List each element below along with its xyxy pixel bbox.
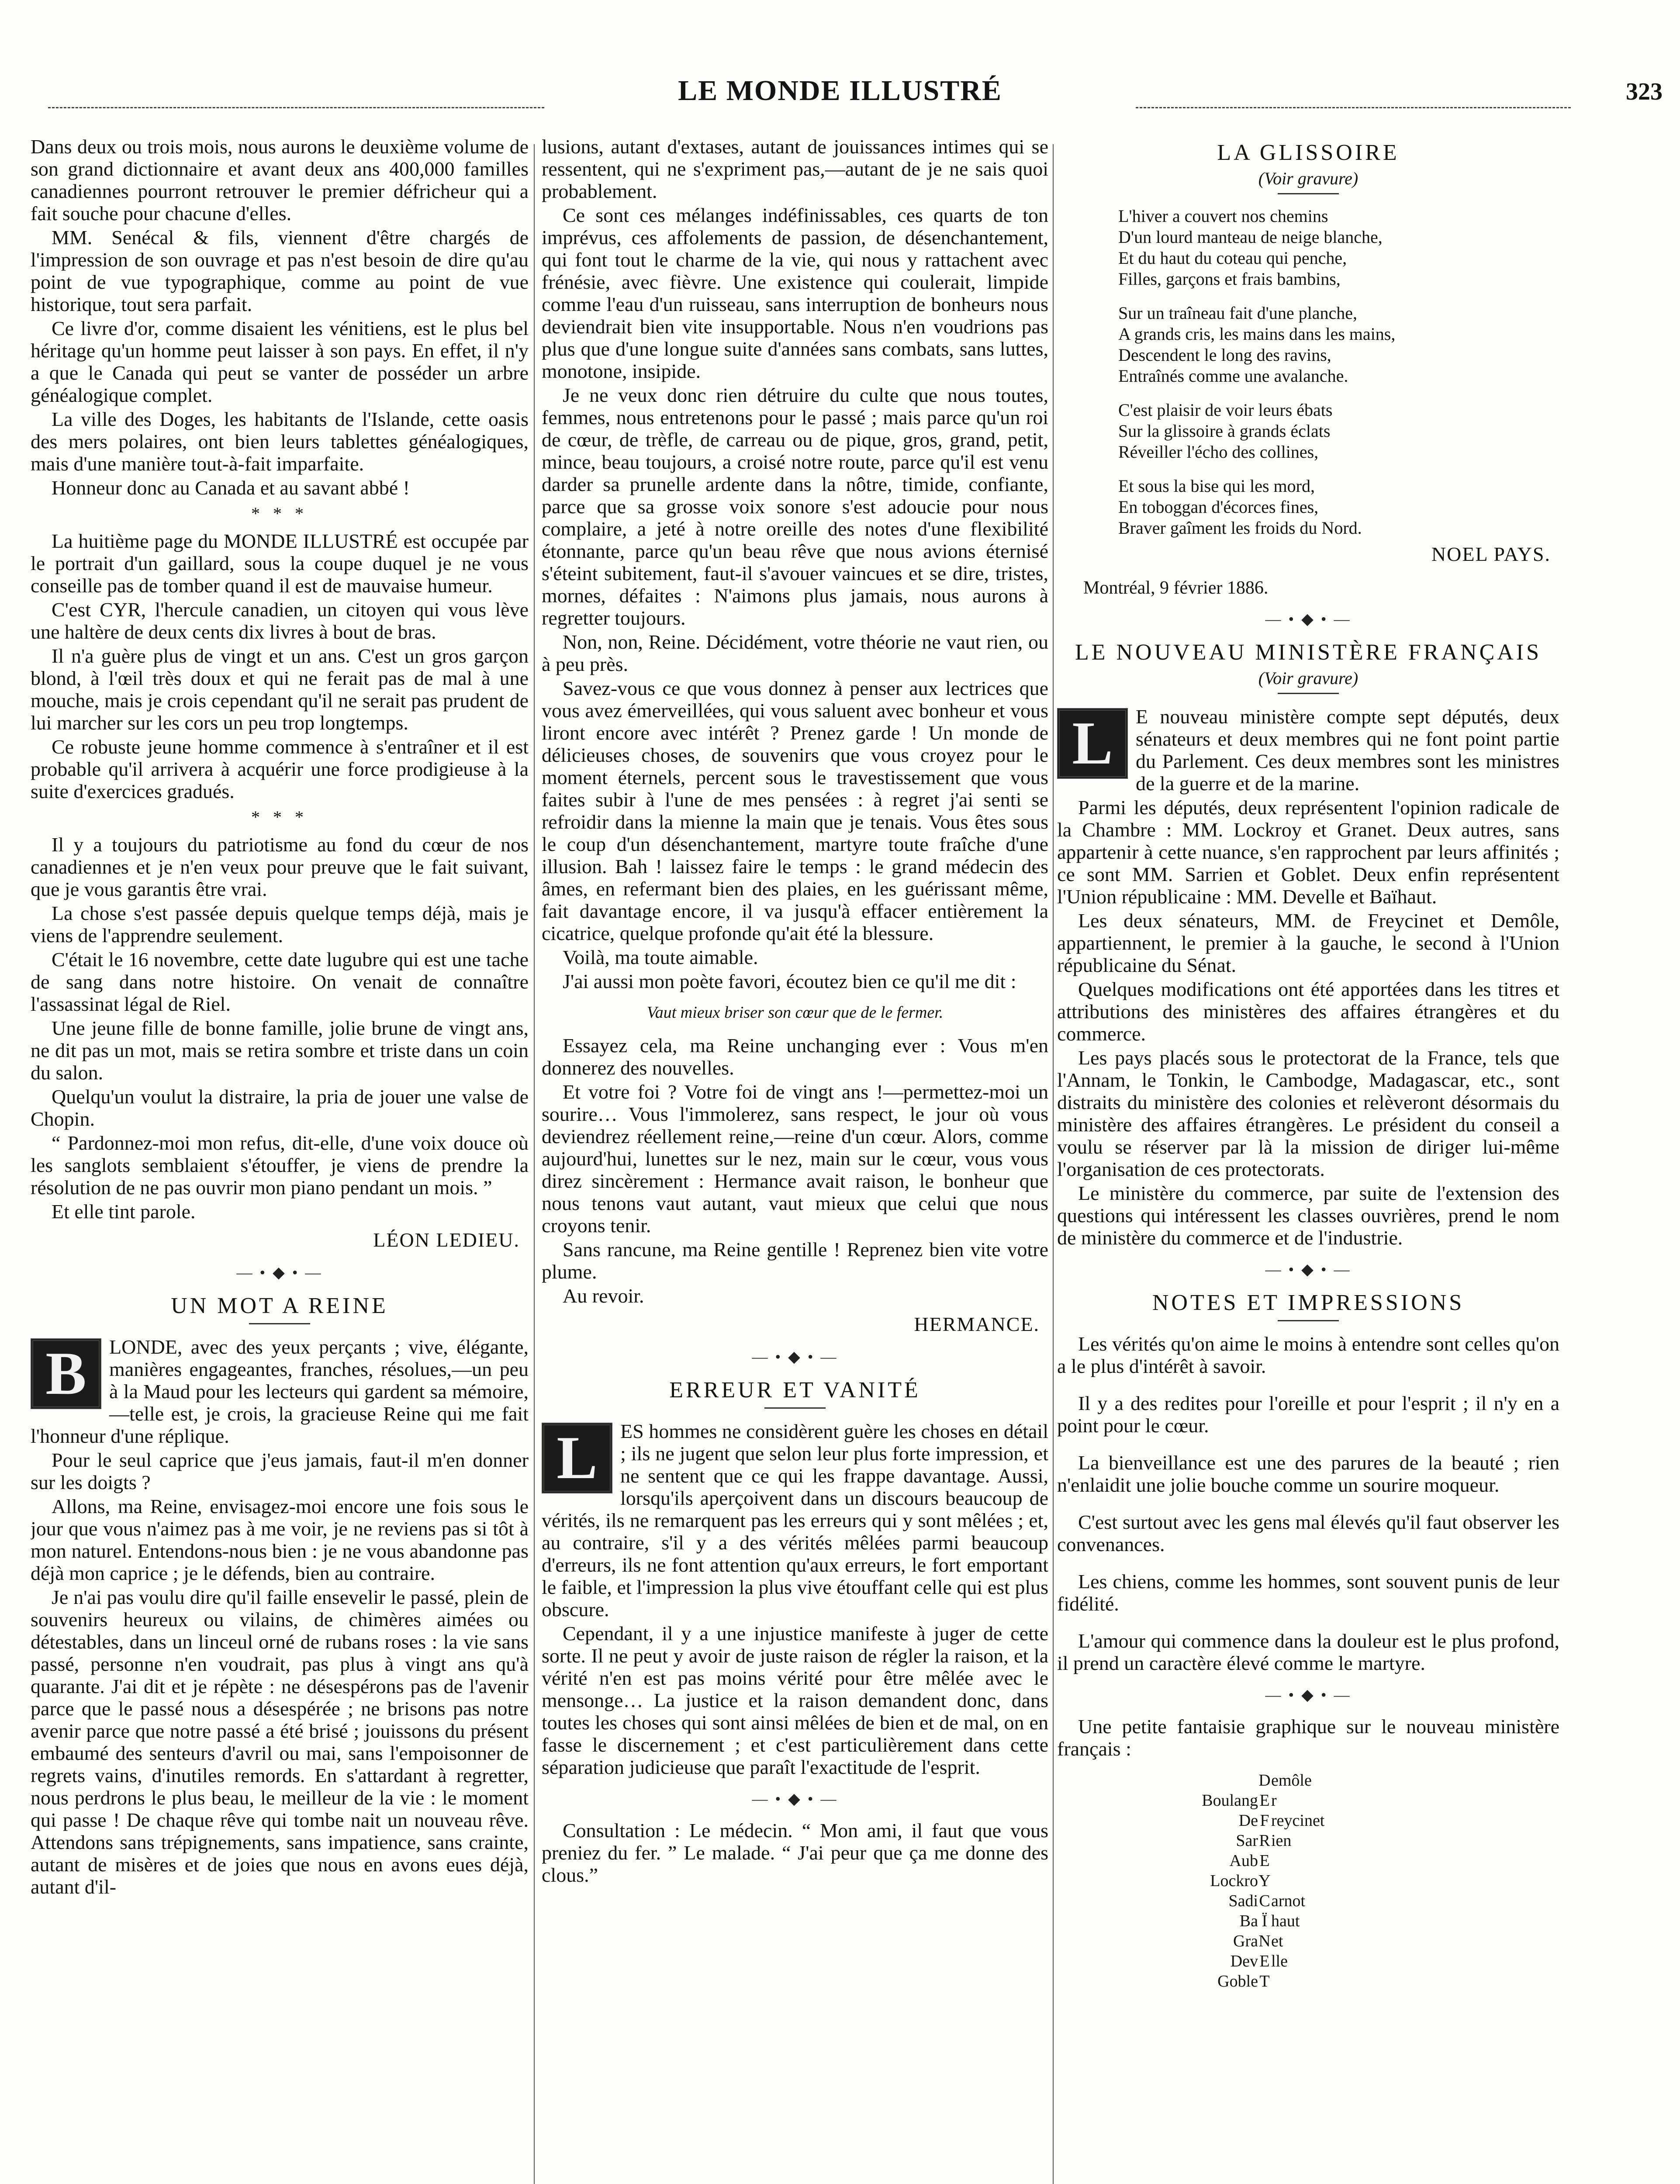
acrostic-suffix: [1271, 1871, 1376, 1891]
acrostic-letter: C: [1259, 1892, 1270, 1910]
poem-line: C'est plaisir de voir leurs ébats: [1118, 400, 1333, 420]
ornament-divider: — • ◆ • —: [1265, 610, 1352, 628]
paragraph: Ce livre d'or, comme disaient les vénitiens, est le plus bel héritage qu'un homme peut laisser à son pays. En effet, il n'y a que le Canada qui peut se vanter de posséder un arbre généalogique complet.: [31, 317, 529, 406]
note-paragraph: L'amour qui commence dans la douleur est le plus profond, il prend un caractère élevé comme le martyre.: [1057, 1630, 1559, 1674]
acrostic-row: [1184, 1951, 1559, 1971]
poem-line: Et du haut du coteau qui penche,: [1118, 248, 1347, 268]
acrostic-row: [1184, 1831, 1559, 1851]
paragraph: MM. Senécal & fils, viennent d'être chargés de l'impression de son ouvrage et pas n'est besoin de dire qu'au point de vue typographique, comme au point de vue historique, tout sera parfait.: [31, 226, 529, 315]
poem-line: Entraînés comme une avalanche.: [1118, 366, 1348, 386]
acrostic-prefix: De: [1238, 1811, 1258, 1830]
poem-line: D'un lourd manteau de neige blanche,: [1118, 227, 1383, 247]
acrostic-row: [1184, 1891, 1559, 1911]
paragraph: Allons, ma Reine, envisagez-moi encore une fois sous le jour que vous n'aimez pas à me voir, je ne reviens pas si tôt à mon naturel. Entendons-nous bien : je ne vous abandonne pas déjà mon caprice ; je le défends, bien au contraire.: [31, 1495, 529, 1584]
section-stars: * * *: [251, 807, 308, 827]
paragraph: Parmi les députés, deux représentent l'opinion radicale de la Chambre : MM. Lockroy et Granet. Deux autres, sans appartenir à cette nuance, s'en rapprochent par leurs affinités ; ce sont MM. Sarrien et Goblet. Deux enfin représentent l'Union républicaine : MM. Develle et Baïhaut.: [1057, 796, 1559, 908]
acrostic-suffix: ien: [1271, 1832, 1292, 1850]
drop-cap: L: [1057, 708, 1128, 779]
author-signature: LÉON LEDIEU.: [373, 1229, 520, 1251]
note-paragraph: Il y a des redites pour l'oreille et pour l'esprit ; il n'y en a point pour le cœur.: [1057, 1392, 1559, 1437]
acrostic-prefix: Sadi: [1228, 1892, 1258, 1910]
article-title: LE NOUVEAU MINISTÈRE FRANÇAIS: [1075, 640, 1542, 665]
paragraph: C'était le 16 novembre, cette date lugubre qui est une tache de sang dans notre histoire. On venait de connaître l'assassinat légal de Riel.: [31, 948, 529, 1015]
acrostic-row: [1184, 1770, 1559, 1790]
column-1: [31, 135, 529, 2184]
article-title: NOTES ET IMPRESSIONS: [1152, 1290, 1465, 1315]
paragraph: J'ai aussi mon poète favori, écoutez bien ce qu'il me dit :: [563, 970, 1016, 992]
poem-stanza: [1118, 476, 1559, 539]
poem-line: A grands cris, les mains dans les mains,: [1118, 324, 1396, 344]
poem-line: Sur la glissoire à grands éclats: [1118, 421, 1331, 441]
masthead: LE MONDE ILLUSTRÉ: [678, 75, 1002, 107]
ornament-divider: — • ◆ • —: [752, 1348, 838, 1365]
column-divider: [1053, 144, 1054, 2184]
article-subtitle: (Voir gravure): [1258, 668, 1359, 688]
section-stars: * * *: [251, 504, 308, 523]
page-number: 323: [1626, 78, 1663, 105]
acrostic-suffix: lle: [1271, 1952, 1288, 1970]
title-rule: [1278, 193, 1339, 194]
acrostic-letter: N: [1258, 1932, 1271, 1950]
article-title: LA GLISSOIRE: [1217, 140, 1400, 165]
acrostic-suffix: r: [1271, 1791, 1277, 1810]
acrostic-suffix: et: [1271, 1932, 1283, 1950]
paragraph: lusions, autant d'extases, autant de jouissances intimes qui se ressentent, qui ne s'expriment pas,—autant de je ne sais quoi probablement.: [542, 135, 1048, 202]
paragraph: Quelques modifications ont été apportées dans les titres et attributions des ministères des affaires étrangères et du commerce.: [1057, 978, 1559, 1045]
acrostic-prefix: Sar: [1236, 1832, 1258, 1850]
poem-line: Filles, garçons et frais bambins,: [1118, 269, 1341, 289]
poem-line: Descendent le long des ravins,: [1118, 345, 1331, 365]
poem-line: L'hiver a couvert nos chemins: [1118, 206, 1328, 226]
dateline: Montréal, 9 février 1886.: [1083, 578, 1269, 598]
note-paragraph: Les chiens, comme les hommes, sont souvent punis de leur fidélité.: [1057, 1570, 1559, 1615]
paragraph: Au revoir.: [563, 1285, 644, 1307]
paragraph: Essayez cela, ma Reine unchanging ever : Vous m'en donnerez des nouvelles.: [542, 1034, 1048, 1079]
title-rule: [249, 1323, 310, 1324]
poem-line: En toboggan d'écorces fines,: [1118, 497, 1319, 517]
author-signature: HERMANCE.: [914, 1313, 1040, 1335]
title-rule: [1278, 1320, 1339, 1321]
acrostic-letter: T: [1259, 1972, 1270, 1990]
acrostic-letter: E: [1259, 1852, 1270, 1870]
title-rule: [764, 1407, 826, 1409]
paragraph: C'est CYR, l'hercule canadien, un citoyen qui vous lève une haltère de deux cents dix livres à bout de bras.: [31, 598, 529, 643]
acrostic-prefix: Boulang: [1202, 1791, 1258, 1810]
note-paragraph: C'est surtout avec les gens mal élevés qu'il faut observer les convenances.: [1057, 1511, 1559, 1555]
acrostic-letter: F: [1260, 1811, 1269, 1830]
paragraph: LONDE, avec des yeux perçants ; vive, élégante, manières engageantes, franches, résolues,—un peu à la Maud pour les lecteurs qui gardent sa mémoire,—telle est, je crois, la gracieuse Reine qui me fait l'honneur d'une réplique.: [31, 1336, 529, 1447]
drop-cap: B: [31, 1338, 101, 1409]
paragraph: La huitième page du MONDE ILLUSTRÉ est occupée par le portrait d'un gaillard, sous la coupe duquel je ne vous conseille pas de tomber quand il est de mauvaise humeur.: [31, 530, 529, 597]
article-title: ERREUR ET VANITÉ: [669, 1378, 921, 1403]
paragraph: La ville des Doges, les habitants de l'Islande, cette oasis des mers polaires, ont bien leurs tablettes généalogiques, mais d'une manière tout-à-fait imparfaite.: [31, 408, 529, 475]
paragraph: Non, non, Reine. Décidément, votre théorie ne vaut rien, ou à peu près.: [542, 631, 1048, 675]
acrostic-row: [1184, 1931, 1559, 1951]
ornament-divider: — • ◆ • —: [236, 1264, 323, 1281]
poem-stanza: [1118, 400, 1559, 463]
acrostic-letter: D: [1258, 1771, 1271, 1790]
paragraph: Il n'a guère plus de vingt et un ans. C'est un gros garçon blond, à l'œil très doux et qui ne ferait pas de mal à une mouche, mais je crois cependant qu'il ne serait pas prudent de lui marcher sur les cors un peu trop longtemps.: [31, 645, 529, 734]
quoted-verse: Vaut mieux briser son cœur que de le fermer.: [646, 1003, 944, 1022]
poem-line: Réveiller l'écho des collines,: [1118, 442, 1319, 462]
acrostic-suffix: [1271, 1971, 1376, 1991]
acrostic-row: [1184, 1911, 1559, 1931]
paragraph: Dans deux ou trois mois, nous aurons le deuxième volume de son grand dictionnaire et avant deux ans 400,000 familles canadiennes pourront retrouver le premier défricheur qui a fait souche pour chacune d'elles.: [31, 135, 529, 225]
paragraph: Voilà, ma toute aimable.: [563, 946, 758, 968]
poem-stanza: [1118, 206, 1559, 290]
paragraph: Cependant, il y a une injustice manifeste à juger de cette sorte. Il ne peut y avoir de juste raison de régler la raison, et la vérité n'en est pas moins vérité pour être mêlée avec le mensonge… La justice et la raison demandent donc, dans toutes les choses qui sont ainsi mêlées de bien et de mal, on en fasse le discernement ; et c'est particulièrement dans cette séparation judicieuse que paraît l'exactitude de l'esprit.: [542, 1622, 1048, 1778]
poem-stanza: [1118, 303, 1559, 387]
paragraph: Les pays placés sous le protectorat de la France, tels que l'Annam, le Tonkin, le Cambodge, Madagascar, etc., sont distraits du ministère des colonies et relèveront désormais du ministère des affaires étrangères. Le président du conseil a voulu se réserver par là la mission de diriger lui-même l'organisation de ces protectorats.: [1057, 1047, 1559, 1180]
drop-cap: L: [542, 1423, 612, 1493]
note-paragraph: La bienveillance est une des parures de la beauté ; rien n'enlaidit une jolie bouche comme un sourire moqueur.: [1057, 1451, 1559, 1496]
note-paragraph: Une petite fantaisie graphique sur le nouveau ministère français :: [1057, 1715, 1559, 1760]
paragraph: Et votre foi ? Votre foi de vingt ans !—permettez-moi un sourire… Vous l'immolerez, sans respect, le jour où vous deviendrez réellement reine,—reine d'un cœur. Alors, comme aujourd'hui, lunettes sur le nez, main sur le cœur, vous vous direz sincèrement : Hermance avait raison, le bonheur que nous tenons vaut autant, vaut mieux que celui que nous croyons tenir.: [542, 1081, 1048, 1237]
poem-line: Et sous la bise qui les mord,: [1118, 476, 1315, 496]
article-subtitle: (Voir gravure): [1258, 169, 1359, 188]
acrostic-row: [1184, 1851, 1559, 1871]
acrostic-letter: E: [1259, 1952, 1270, 1970]
acrostic-prefix: Ba: [1239, 1912, 1258, 1930]
acrostic-letter: Y: [1258, 1872, 1271, 1890]
paragraph: Je ne veux donc rien détruire du culte que nous toutes, femmes, nous entretenons pour le passé ; mais parce qu'un roi de cœur, de trèfle, de carreau ou de pique, gros, grand, petit, mince, beau toujours, a croisé notre route, parce qu'il est venu darder sa prunelle ardente dans la nôtre, timide, confiante, parce que sa grosse voix sonore s'est adoucie pour nous complaire, a jeté à notre oreille des notes d'une flexibilité étonnante, parce qu'un beau rêve que nous avions éternisé s'éteint subitement, faut-il s'avouer vaincues et se dire, tristes, mornes, défaites : N'aimons plus jamais, nous aurons à regretter toujours.: [542, 384, 1048, 629]
poem-line: Braver gaîment les froids du Nord.: [1118, 518, 1362, 538]
acrostic-suffix: haut: [1271, 1912, 1300, 1930]
acrostic-letter: E: [1259, 1791, 1270, 1810]
paragraph: Et elle tint parole.: [52, 1200, 196, 1223]
acrostic-suffix: arnot: [1271, 1892, 1306, 1910]
acrostic-row: [1184, 1790, 1559, 1811]
title-rule: [1278, 693, 1339, 694]
paragraph: Le ministère du commerce, par suite de l'extension des questions qui intéressent les classes ouvrières, prend le nom de ministère du commerce et de l'industrie.: [1057, 1182, 1559, 1249]
acrostic-prefix: Dev: [1230, 1952, 1258, 1970]
acrostic-suffix: reycinet: [1271, 1811, 1325, 1830]
page-header: [0, 66, 1680, 122]
acrostic-prefix: [1184, 1770, 1258, 1790]
paragraph: La chose s'est passée depuis quelque temps déjà, mais je viens de l'apprendre seulement.: [31, 902, 529, 947]
ornament-divider: — • ◆ • —: [1265, 1261, 1352, 1278]
note-paragraph: Les vérités qu'on aime le moins à entendre sont celles qu'on a le plus d'intérêt à savoir.: [1057, 1333, 1559, 1377]
paragraph: Savez-vous ce que vous donnez à penser aux lectrices que vous avez émerveillées, qui vous saluent avec bonheur et vous liront encore avec intérêt ? Prenez garde ! Un monde de délicieuses choses, de souvenirs que vous croyez pour le moment éternels, percent sous le travestissement que vous faites subir à l'une de mes pensées : à regret j'ai senti se refroidir dans la mienne la main que je tenais. Vous êtes sous le coup d'un désenchantement, martyre toute fraîche d'une illusion. Bah ! laissez faire le temps : le grand médecin des âmes, en refermant bien des plaies, en les guérissant même, fait davantage encore, il va jusqu'à effacer entièrement la cicatrice, quelque profonde qu'ait été la blessure.: [542, 677, 1048, 944]
acrostic-letter: Ï: [1262, 1912, 1268, 1930]
paragraph: ES hommes ne considèrent guère les choses en détail ; ils ne jugent que selon leur plus forte impression, et ne sentent que ce qui les frappe davantage. Aussi, lorsqu'ils aperçoivent dans un discours beaucoup de vérités, ils ne remarquent pas les erreurs qui y sont mêlées ; et, au contraire, s'il y a des vérités mêlées parmi beaucoup d'erreurs, ils ne font attention qu'aux erreurs, le fort emportant le faible, et l'impression la plus vive étouffant celle qui est plus obscure.: [542, 1420, 1048, 1621]
article-title: UN MOT A REINE: [171, 1293, 388, 1318]
acrostic-letter: R: [1259, 1832, 1270, 1850]
paragraph: Quelqu'un voulut la distraire, la pria de jouer une valse de Chopin.: [31, 1085, 529, 1130]
paragraph: Les deux sénateurs, MM. de Freycinet et Demôle, appartiennent, le premier à la gauche, le second à l'Union républicaine du Sénat.: [1057, 909, 1559, 976]
poem-line: Sur un traîneau fait d'une planche,: [1118, 303, 1358, 323]
acrostic: [1184, 1770, 1559, 1991]
paragraph: Consultation : Le médecin. “ Mon ami, il faut que vous preniez du fer. ” Le malade. “ J'ai peur que ça me donne des clous.”: [542, 1819, 1048, 1886]
acrostic-prefix: Aub: [1229, 1852, 1258, 1870]
acrostic-row: [1184, 1811, 1559, 1831]
paragraph: Ce robuste jeune homme commence à s'entraîner et il est probable qu'il arrivera à acquérir une force prodigieuse à la suite d'exercices gradués.: [31, 736, 529, 802]
paragraph: Il y a toujours du patriotisme au fond du cœur de nos canadiennes et je n'en veux pour preuve que le fait suivant, que je vous garantis être vrai.: [31, 833, 529, 900]
ornament-divider: — • ◆ • —: [752, 1790, 838, 1807]
acrostic-row: [1184, 1871, 1559, 1891]
column-divider: [534, 144, 535, 2184]
paragraph: E nouveau ministère compte sept députés, deux sénateurs et deux membres qui ne font point partie du Parlement. Ces deux membres sont les ministres de la guerre et de la marine.: [1136, 705, 1559, 795]
paragraph: Sans rancune, ma Reine gentille ! Reprenez bien vite votre plume.: [542, 1238, 1048, 1283]
paragraph: Pour le seul caprice que j'eus jamais, faut-il m'en donner sur les doigts ?: [31, 1449, 529, 1493]
column-2: [542, 135, 1048, 2184]
paragraph: “ Pardonnez-moi mon refus, dit-elle, d'une voix douce où les sanglots semblaient s'étouffer, je viens de prendre la résolution de ne pas ouvrir mon piano pendant un mois. ”: [31, 1132, 529, 1199]
acrostic-suffix: [1271, 1851, 1376, 1871]
acrostic-prefix: Goble: [1217, 1972, 1258, 1990]
acrostic-suffix: emôle: [1271, 1771, 1312, 1790]
paragraph: Ce sont ces mélanges indéfinissables, ces quarts de ton imprévus, ces affolements de passion, de désenchantement, qui font tout le charme de la vie, qui nous y rattachent avec frénésie, avec fièvre. Une existence qui coulerait, limpide comme l'eau d'un ruisseau, sans interruption de bonheurs nous deviendrait bien vite insupportable. Nous n'en voudrions pas plus que d'une longue suite d'années sans combats, sans luttes, monotone, insipide.: [542, 204, 1048, 382]
poem-signature: NOEL PAYS.: [1431, 543, 1551, 565]
paragraph: Une jeune fille de bonne famille, jolie brune de vingt ans, ne dit pas un mot, mais se retira sombre et triste dans un coin du salon.: [31, 1017, 529, 1084]
acrostic-prefix: Lockro: [1210, 1872, 1258, 1890]
acrostic-prefix: Gra: [1233, 1932, 1258, 1950]
paragraph: Honneur donc au Canada et au savant abbé !: [52, 477, 410, 499]
paragraph: Je n'ai pas voulu dire qu'il faille ensevelir le passé, plein de souvenirs heureux ou vilains, de chimères aimées ou détestables, dans un linceul orné de rubans roses : la vie sans passé, personne n'en voudrait, pas plus à vingt ans qu'à quarante. J'ai dit et je répète : ne désespérons pas de l'avenir parce que le passé nous a désespérée ; ne brisons pas notre avenir parce que notre passé a été brisé ; jouissons du présent embaumé des senteurs d'avril ou mai, sans l'empoisonner de regrets vains, d'inutiles remords. En s'attardant à regretter, nous perdrons le plus beau, le meilleur de la vie : le moment qui passe ! De chaque rêve qui tombe nait un nouveau rêve. Attendons sans trépignements, sans impatience, sans crainte, autant de misères et de joies que nous en avons eues déjà, autant d'il-: [31, 1586, 529, 1898]
poem: [1118, 206, 1559, 539]
column-3: [1057, 135, 1559, 2184]
acrostic-row: [1184, 1971, 1559, 1991]
ornament-divider: — • ◆ • —: [1265, 1686, 1352, 1704]
